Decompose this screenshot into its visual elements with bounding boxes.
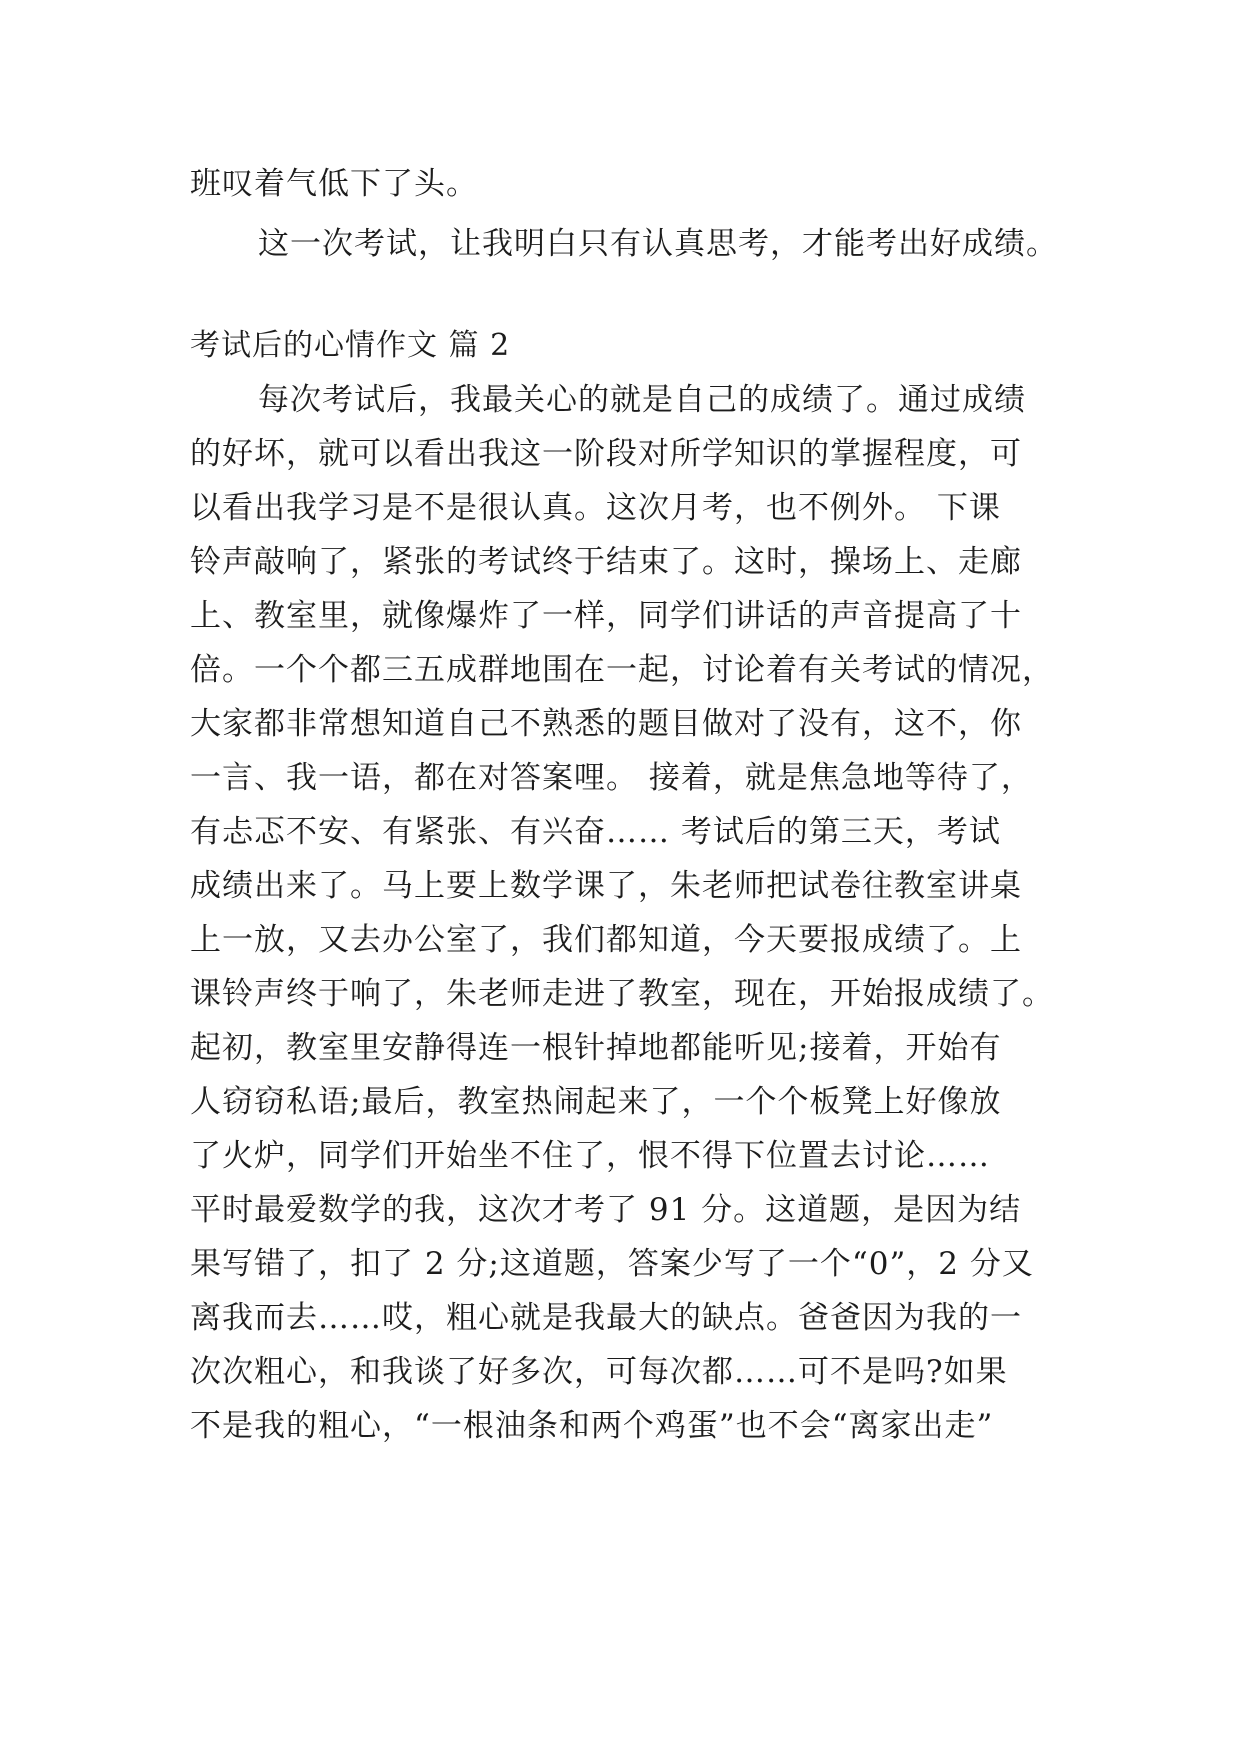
section-title: 考试后的心情作文 篇 2 xyxy=(190,328,511,363)
paragraph-line: 这一次考试，让我明白只有认真思考，才能考出好成绩。 xyxy=(258,226,1058,262)
paragraph-line: 有忐忑不安、有紧张、有兴奋…… 考试后的第三天，考试 xyxy=(190,814,1001,850)
paragraph-line: 成绩出来了。马上要上数学课了，朱老师把试卷往教室讲桌 xyxy=(190,868,1022,904)
paragraph-line: 每次考试后，我最关心的就是自己的成绩了。通过成绩 xyxy=(258,382,1026,418)
paragraph-line: 离我而去……哎，粗心就是我最大的缺点。爸爸因为我的一 xyxy=(190,1300,1022,1336)
paragraph-line: 不是我的粗心，“一根油条和两个鸡蛋”也不会“离家出走” xyxy=(190,1408,994,1444)
paragraph-line: 上一放，又去办公室了，我们都知道，今天要报成绩了。上 xyxy=(190,922,1022,958)
paragraph-line: 平时最爱数学的我，这次才考了 91 分。这道题，是因为结 xyxy=(190,1192,1022,1228)
paragraph-line: 了火炉，同学们开始坐不住了，恨不得下位置去讨论…… xyxy=(190,1138,990,1174)
paragraph-line: 倍。一个个都三五成群地围在一起，讨论着有关考试的情况， xyxy=(190,652,1054,688)
paragraph-line: 上、教室里，就像爆炸了一样，同学们讲话的声音提高了十 xyxy=(190,598,1022,634)
paragraph-line: 一言、我一语，都在对答案哩。 接着，就是焦急地等待了， xyxy=(190,760,1033,796)
paragraph-line: 大家都非常想知道自己不熟悉的题目做对了没有，这不，你 xyxy=(190,706,1022,742)
paragraph-line: 以看出我学习是不是很认真。这次月考，也不例外。 下课 xyxy=(190,490,1001,526)
paragraph-line: 的好坏，就可以看出我这一阶段对所学知识的掌握程度，可 xyxy=(190,436,1022,472)
paragraph-line: 铃声敲响了，紧张的考试终于结束了。这时，操场上、走廊 xyxy=(190,544,1022,580)
paragraph-line: 果写错了，扣了 2 分;这道题，答案少写了一个“0”，2 分又 xyxy=(190,1246,1034,1282)
paragraph-line: 班叹着气低下了头。 xyxy=(190,166,478,202)
paragraph-line: 起初，教室里安静得连一根针掉地都能听见;接着，开始有 xyxy=(190,1030,1002,1066)
paragraph-line: 课铃声终于响了，朱老师走进了教室，现在，开始报成绩了。 xyxy=(190,976,1054,1012)
paragraph-line: 次次粗心，和我谈了好多次，可每次都……可不是吗?如果 xyxy=(190,1354,1008,1390)
paragraph-line: 人窃窃私语;最后，教室热闹起来了，一个个板凳上好像放 xyxy=(190,1084,1002,1120)
